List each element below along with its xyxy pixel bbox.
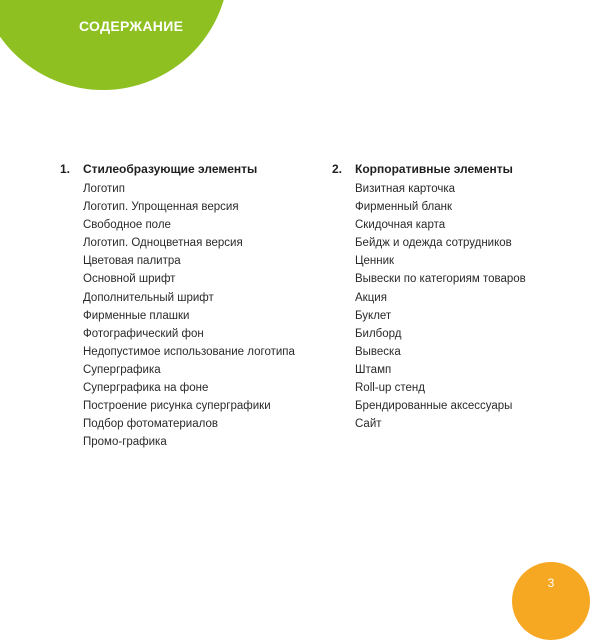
page-number-circle [512,562,590,640]
toc-item[interactable]: Подбор фотоматериалов [83,418,218,431]
toc-section-1 [60,162,295,451]
toc-item[interactable]: Дополнительный шрифт [83,291,214,304]
section-title: Корпоративные элементы [355,162,513,176]
toc-item[interactable]: Промо-графика [83,436,167,449]
toc-item[interactable]: Недопустимое использование логотипа [83,345,295,358]
section-title: Стилеобразующие элементы [83,162,258,176]
toc-item[interactable]: Фирменные плашки [83,309,190,322]
toc-item[interactable]: Ценник [355,255,395,268]
toc-item[interactable]: Логотип. Одноцветная версия [83,237,243,250]
toc-item[interactable]: Roll-up стенд [355,382,425,395]
toc-item[interactable]: Штамп [355,363,392,376]
toc-section-header [332,162,526,180]
header-decoration-circle [0,0,229,90]
toc-item[interactable]: Скидочная карта [355,219,446,232]
toc-item[interactable]: Суперграфика [83,363,161,376]
toc-section-2 [332,162,526,433]
toc-item[interactable]: Логотип [83,183,125,195]
toc-section-header [60,162,295,180]
toc-item[interactable]: Брендированные аксессуары [355,400,513,413]
section-items-list [60,180,295,451]
toc-item[interactable]: Бейдж и одежда сотрудников [355,237,512,250]
section-number: 1. [60,162,71,176]
toc-item[interactable]: Цветовая палитра [83,255,181,268]
toc-item[interactable]: Фирменный бланк [355,201,453,214]
toc-item[interactable]: Визитная карточка [355,183,456,195]
toc-item[interactable]: Построение рисунка суперграфики [83,400,271,413]
toc-item[interactable]: Билборд [355,327,402,340]
toc-item[interactable]: Суперграфика на фоне [83,382,209,395]
page-title: СОДЕРЖАНИЕ [79,18,184,34]
toc-item[interactable]: Вывеска [355,345,401,358]
toc-item[interactable]: Фотографический фон [83,327,204,340]
toc-item[interactable]: Акция [355,291,387,304]
toc-item[interactable]: Свободное поле [83,219,171,232]
section-number: 2. [332,162,343,176]
toc-item[interactable]: Вывески по категориям товаров [355,273,526,286]
toc-item[interactable]: Буклет [355,309,392,322]
toc-item[interactable]: Сайт [355,418,382,431]
toc-item[interactable]: Основной шрифт [83,273,176,286]
toc-item[interactable]: Логотип. Упрощенная версия [83,201,239,214]
section-items-list [332,180,526,433]
page-number: 3 [547,576,555,590]
